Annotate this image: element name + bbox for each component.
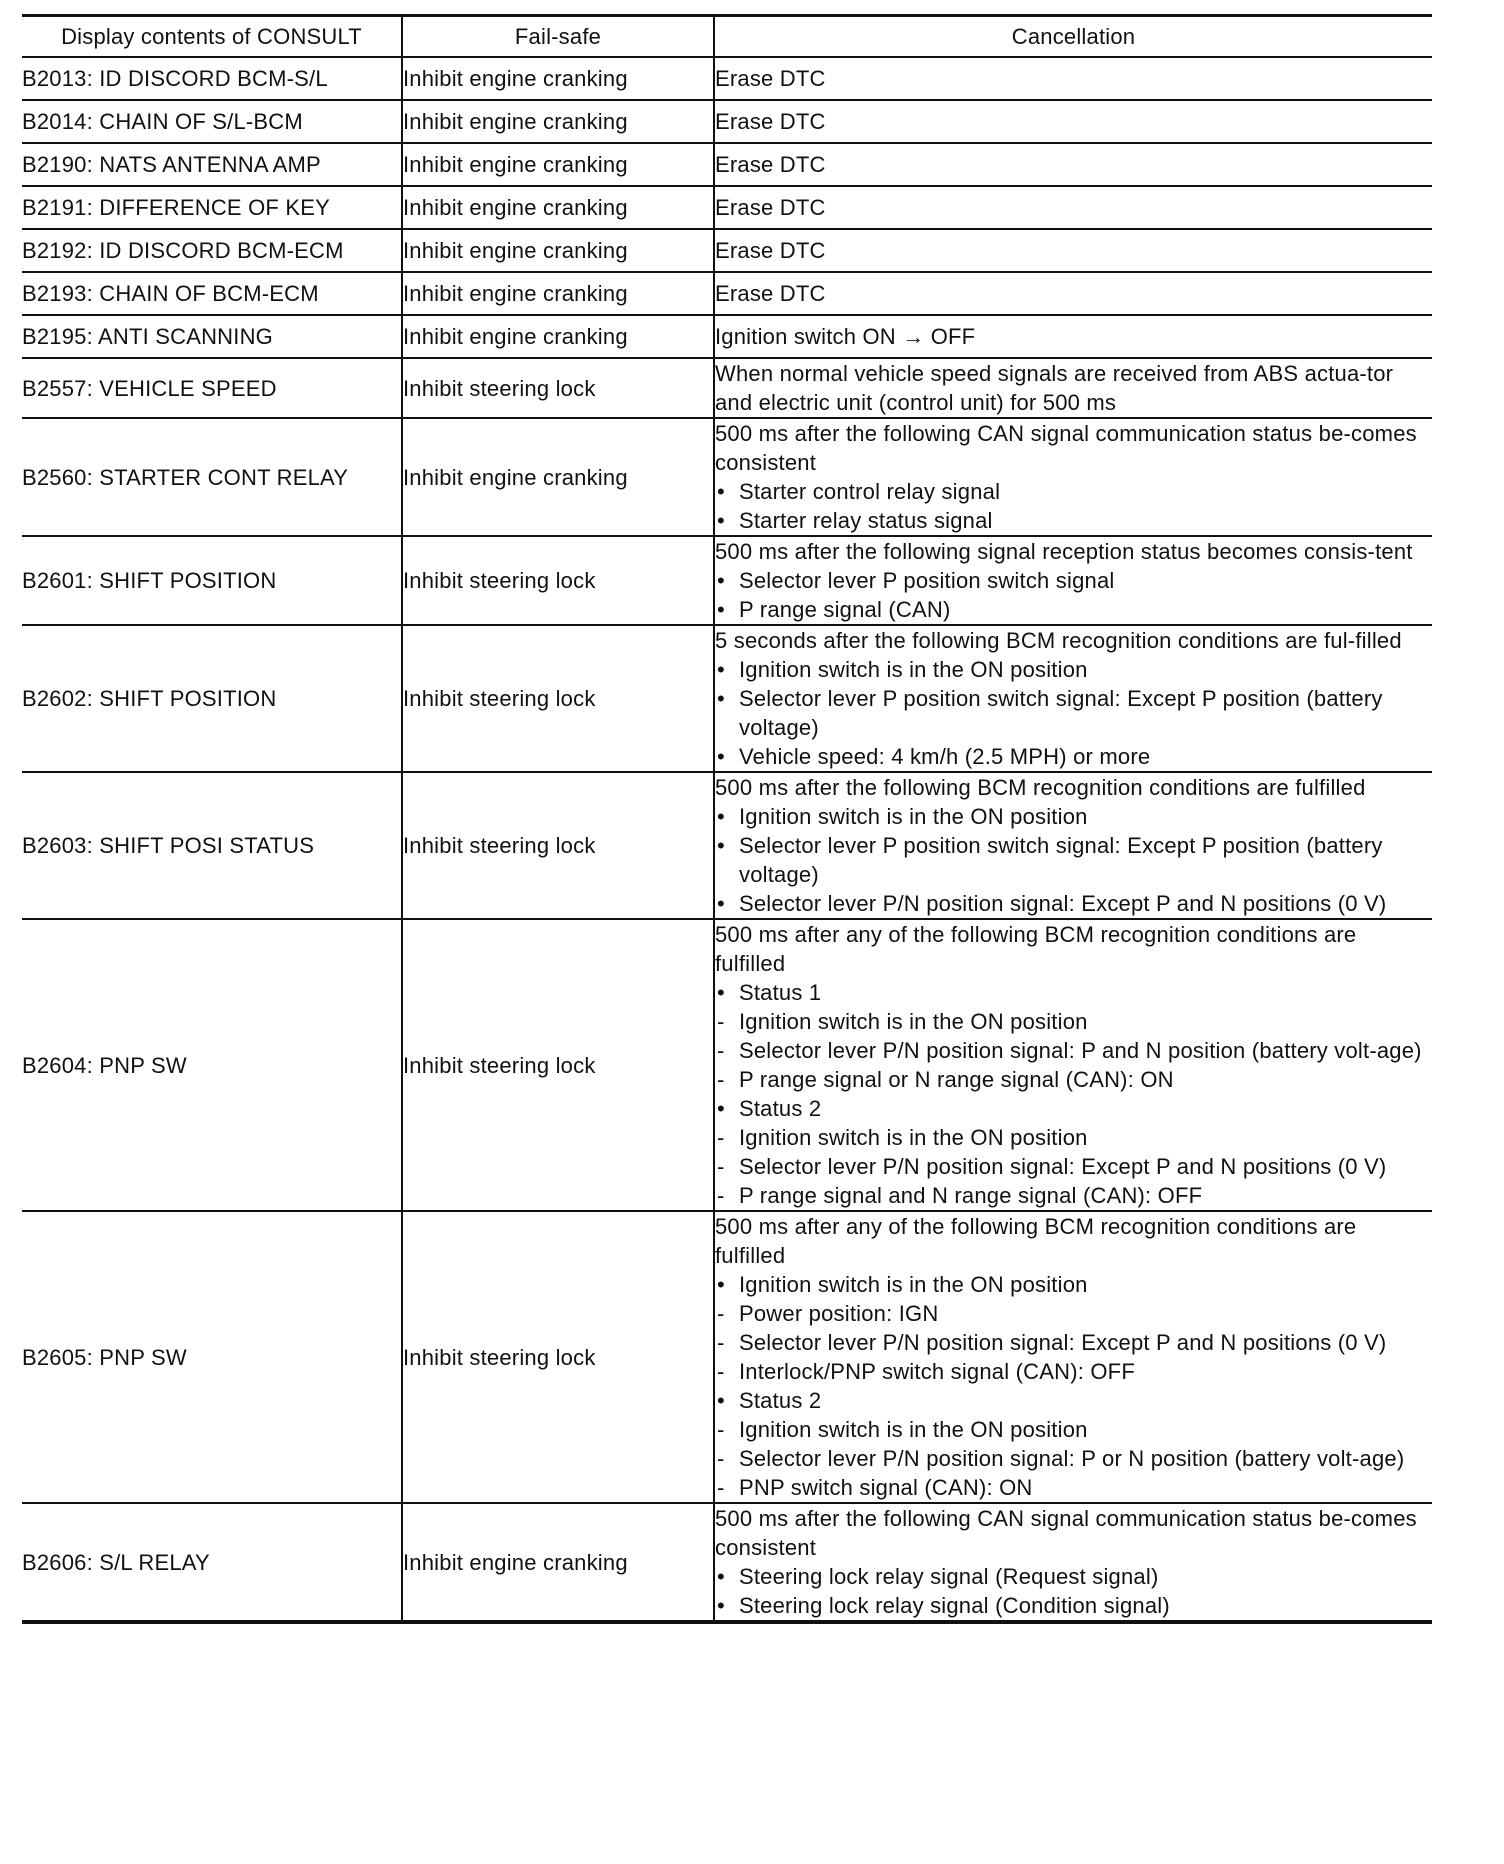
table-row [22,418,1432,536]
fail-safe-cell: Inhibit engine cranking [402,418,714,536]
condition-item [715,1152,1432,1181]
condition-text: Ignition switch is in the ON position [739,657,1088,682]
fail-safe-cell: Inhibit steering lock [402,625,714,772]
bullet-marker: • [717,686,725,711]
condition-list [715,566,1432,624]
dtc-display-cell: B2013: ID DISCORD BCM-S/L [22,57,402,100]
condition-text: Vehicle speed: 4 km/h (2.5 MPH) or more [739,744,1151,769]
table-row [22,186,1432,229]
cancellation-cell [714,100,1432,143]
cancellation-text: 500 ms after any of the following BCM recognition conditions are fulfilled [715,1214,1357,1268]
dash-marker: - [717,1475,725,1500]
condition-text: Selector lever P/N position signal: P or N position (battery volt-age) [739,1446,1405,1471]
condition-text: Selector lever P position switch signal [739,568,1115,593]
cancellation-cell [714,186,1432,229]
dtc-display-cell: B2014: CHAIN OF S/L-BCM [22,100,402,143]
dash-marker: - [717,1301,725,1326]
condition-item [715,1562,1432,1591]
bullet-marker: • [717,1096,725,1121]
table-row [22,143,1432,186]
bullet-marker: • [717,804,725,829]
table-row [22,358,1432,418]
dtc-display-cell: B2557: VEHICLE SPEED [22,358,402,418]
dash-marker: - [717,1067,725,1092]
cancellation-cell [714,625,1432,772]
table-row [22,1211,1432,1503]
table-row [22,536,1432,625]
cancellation-cell [714,229,1432,272]
dash-marker: - [717,1009,725,1034]
cancellation-cell [714,772,1432,919]
bullet-marker: • [717,833,725,858]
cancellation-text: 500 ms after the following BCM recognition conditions are fulfilled [715,775,1366,800]
table-row [22,919,1432,1211]
condition-text: Starter relay status signal [739,508,993,533]
dtc-display-cell: B2193: CHAIN OF BCM-ECM [22,272,402,315]
condition-item [715,477,1432,506]
bullet-marker: • [717,1593,725,1618]
condition-text: Interlock/PNP switch signal (CAN): OFF [739,1359,1135,1384]
condition-item [715,889,1432,918]
dash-marker: - [717,1154,725,1179]
condition-item [715,802,1432,831]
condition-item [715,1007,1432,1036]
dtc-display-cell: B2601: SHIFT POSITION [22,536,402,625]
dash-marker: - [717,1446,725,1471]
cancellation-text: 500 ms after the following CAN signal communication status be-comes consistent [715,421,1417,475]
condition-text: Selector lever P/N position signal: Except P and N positions (0 V) [739,1154,1387,1179]
condition-text: Ignition switch is in the ON position [739,1009,1088,1034]
fail-safe-cell: Inhibit steering lock [402,772,714,919]
table-body [22,57,1432,1622]
condition-item [715,1181,1432,1210]
condition-text: Selector lever P/N position signal: Except P and N positions (0 V) [739,891,1387,916]
condition-text: Starter control relay signal [739,479,1001,504]
fail-safe-cell: Inhibit steering lock [402,1211,714,1503]
cancellation-cell [714,536,1432,625]
condition-item [715,1036,1432,1065]
dtc-display-cell: B2195: ANTI SCANNING [22,315,402,358]
dtc-display-cell: B2560: STARTER CONT RELAY [22,418,402,536]
condition-item [715,684,1432,742]
cancellation-text: 500 ms after any of the following BCM recognition conditions are fulfilled [715,922,1357,976]
condition-text: Status 2 [739,1096,822,1121]
condition-item [715,595,1432,624]
condition-text: Power position: IGN [739,1301,939,1326]
dash-marker: - [717,1330,725,1355]
condition-item [715,1270,1432,1299]
condition-item [715,1094,1432,1123]
dtc-display-cell: B2192: ID DISCORD BCM-ECM [22,229,402,272]
condition-item [715,1299,1432,1328]
fail-safe-cell: Inhibit steering lock [402,919,714,1211]
condition-text: PNP switch signal (CAN): ON [739,1475,1033,1500]
condition-text: P range signal or N range signal (CAN): ON [739,1067,1174,1092]
bullet-marker: • [717,1272,725,1297]
cancellation-text: Erase DTC [715,109,826,134]
dtc-display-cell: B2190: NATS ANTENNA AMP [22,143,402,186]
fail-safe-cell: Inhibit engine cranking [402,57,714,100]
condition-list [715,655,1432,771]
fail-safe-cell: Inhibit engine cranking [402,143,714,186]
cancellation-cell [714,57,1432,100]
condition-item [715,566,1432,595]
cancellation-text: Erase DTC [715,238,826,263]
condition-item [715,1386,1432,1415]
condition-text: P range signal and N range signal (CAN): OFF [739,1183,1203,1208]
dash-marker: - [717,1359,725,1384]
table-row [22,315,1432,358]
condition-text: P range signal (CAN) [739,597,951,622]
condition-text: Ignition switch is in the ON position [739,1272,1088,1297]
dash-marker: - [717,1417,725,1442]
cancellation-text: 500 ms after the following signal reception status becomes consis-tent [715,539,1413,564]
bullet-marker: • [717,597,725,622]
dtc-display-cell: B2191: DIFFERENCE OF KEY [22,186,402,229]
condition-item [715,1591,1432,1620]
condition-list [715,477,1432,535]
condition-item [715,506,1432,535]
dtc-display-cell: B2604: PNP SW [22,919,402,1211]
condition-item [715,1357,1432,1386]
condition-text: Selector lever P position switch signal: Except P position (battery voltage) [739,686,1383,740]
dash-marker: - [717,1125,725,1150]
condition-text: Steering lock relay signal (Request signal) [739,1564,1159,1589]
cancellation-cell [714,143,1432,186]
dtc-display-cell: B2605: PNP SW [22,1211,402,1503]
header-display-contents: Display contents of CONSULT [22,16,402,58]
fail-safe-cell: Inhibit engine cranking [402,1503,714,1622]
bullet-marker: • [717,657,725,682]
condition-list [715,802,1432,918]
fail-safe-cell: Inhibit engine cranking [402,315,714,358]
condition-text: Status 2 [739,1388,822,1413]
cancellation-cell [714,1503,1432,1622]
condition-text: Ignition switch is in the ON position [739,1417,1088,1442]
cancellation-cell [714,272,1432,315]
condition-text: Status 1 [739,980,822,1005]
cancellation-text: Erase DTC [715,281,826,306]
dtc-display-cell: B2602: SHIFT POSITION [22,625,402,772]
cancellation-text: 5 seconds after the following BCM recognition conditions are ful-filled [715,628,1402,653]
header-fail-safe: Fail-safe [402,16,714,58]
dtc-display-cell: B2603: SHIFT POSI STATUS [22,772,402,919]
condition-text: Selector lever P/N position signal: Except P and N positions (0 V) [739,1330,1387,1355]
bullet-marker: • [717,744,725,769]
cancellation-text: Erase DTC [715,66,826,91]
cancellation-cell [714,358,1432,418]
condition-item [715,831,1432,889]
table-row [22,772,1432,919]
fail-safe-cell: Inhibit steering lock [402,536,714,625]
table-row [22,625,1432,772]
cancellation-text: Ignition switch ON → OFF [715,324,976,349]
condition-list [715,978,1432,1210]
condition-text: Steering lock relay signal (Condition signal) [739,1593,1170,1618]
condition-item [715,1444,1432,1473]
fail-safe-cell: Inhibit engine cranking [402,100,714,143]
condition-item [715,1123,1432,1152]
condition-item [715,978,1432,1007]
condition-text: Selector lever P/N position signal: P and N position (battery volt-age) [739,1038,1422,1063]
fail-safe-table [22,14,1432,1624]
condition-item [715,1415,1432,1444]
fail-safe-cell: Inhibit steering lock [402,358,714,418]
header-cancellation: Cancellation [714,16,1432,58]
condition-text: Ignition switch is in the ON position [739,804,1088,829]
cancellation-text: Erase DTC [715,195,826,220]
condition-list [715,1270,1432,1502]
condition-item [715,655,1432,684]
dtc-display-cell: B2606: S/L RELAY [22,1503,402,1622]
table-header-row [22,16,1432,58]
table-row [22,229,1432,272]
fail-safe-cell: Inhibit engine cranking [402,186,714,229]
cancellation-text: When normal vehicle speed signals are received from ABS actua-tor and electric unit (control unit) for 500 ms [715,361,1394,415]
condition-list [715,1562,1432,1620]
bullet-marker: • [717,1388,725,1413]
table-row [22,1503,1432,1622]
bullet-marker: • [717,980,725,1005]
bullet-marker: • [717,479,725,504]
dash-marker: - [717,1183,725,1208]
cancellation-cell [714,418,1432,536]
table-row [22,272,1432,315]
dash-marker: - [717,1038,725,1063]
condition-item [715,1473,1432,1502]
bullet-marker: • [717,891,725,916]
condition-item [715,1065,1432,1094]
table-row [22,100,1432,143]
cancellation-text: Erase DTC [715,152,826,177]
bullet-marker: • [717,568,725,593]
table-row [22,57,1432,100]
bullet-marker: • [717,1564,725,1589]
cancellation-cell [714,919,1432,1211]
cancellation-text: 500 ms after the following CAN signal communication status be-comes consistent [715,1506,1417,1560]
condition-text: Selector lever P position switch signal: Except P position (battery voltage) [739,833,1383,887]
condition-text: Ignition switch is in the ON position [739,1125,1088,1150]
cancellation-cell [714,1211,1432,1503]
bullet-marker: • [717,508,725,533]
fail-safe-cell: Inhibit engine cranking [402,229,714,272]
condition-item [715,1328,1432,1357]
condition-item [715,742,1432,771]
fail-safe-cell: Inhibit engine cranking [402,272,714,315]
cancellation-cell [714,315,1432,358]
